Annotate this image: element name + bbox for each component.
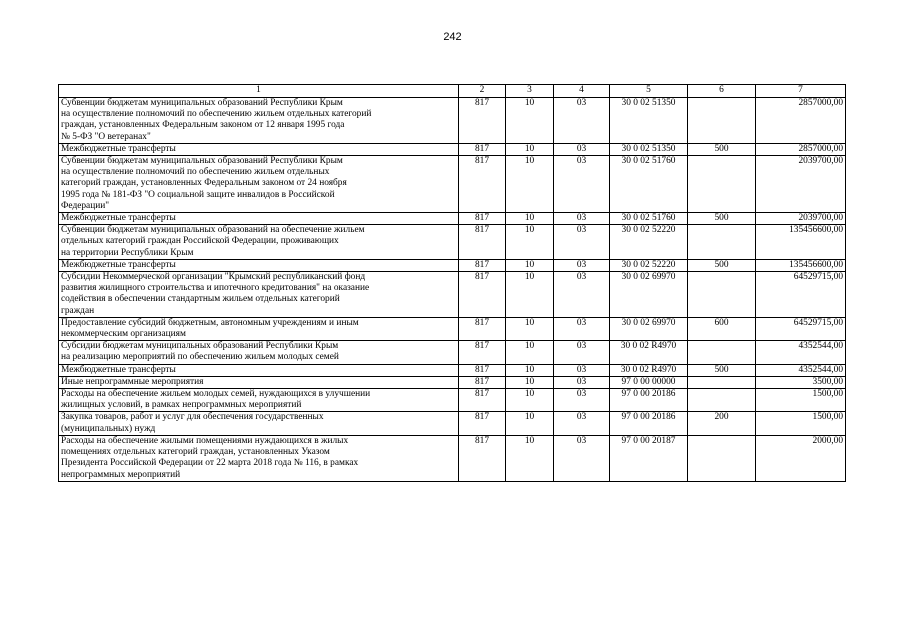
table-row [59,412,846,435]
row-vedomstvo-code: 817 [459,98,506,144]
table-row [59,364,846,376]
row-section-code: 10 [506,272,554,318]
row-amount: 2000,00 [756,435,846,481]
row-target-article-code: 97 0 00 20187 [610,435,688,481]
table-row [59,272,846,318]
row-target-article-code: 97 0 00 20186 [610,412,688,435]
row-section-code: 10 [506,364,554,376]
row-vedomstvo-code: 817 [459,341,506,364]
table-row [59,156,846,213]
row-expense-type-code [688,225,756,260]
header-cell: 5 [610,85,688,98]
row-name: Межбюджетные трансферты [59,143,459,155]
row-expense-type-code [688,98,756,144]
table-row [59,376,846,388]
row-subsection-code: 03 [554,376,610,388]
row-name: Расходы на обеспечение жильем молодых семей, нуждающихся в улучшении жилищных условий, в рамках непрограммных мероприятий [59,389,459,412]
header-cell: 7 [756,85,846,98]
row-amount: 2857000,00 [756,143,846,155]
row-section-code: 10 [506,317,554,340]
row-amount: 2039700,00 [756,213,846,225]
row-section-code: 10 [506,341,554,364]
row-amount: 1500,00 [756,412,846,435]
row-expense-type-code [688,156,756,213]
row-vedomstvo-code: 817 [459,259,506,271]
row-target-article-code: 30 0 02 51760 [610,156,688,213]
table-row [59,213,846,225]
page-number: 242 [443,31,462,43]
row-section-code: 10 [506,389,554,412]
row-expense-type-code [688,272,756,318]
table-row [59,143,846,155]
row-subsection-code: 03 [554,225,610,260]
table-row [59,317,846,340]
row-section-code: 10 [506,435,554,481]
row-target-article-code: 97 0 00 00000 [610,376,688,388]
row-target-article-code: 30 0 02 51350 [610,143,688,155]
table-header-row [59,85,846,98]
row-vedomstvo-code: 817 [459,412,506,435]
row-section-code: 10 [506,225,554,260]
row-vedomstvo-code: 817 [459,364,506,376]
row-expense-type-code [688,389,756,412]
table-row [59,259,846,271]
row-target-article-code: 30 0 02 52220 [610,259,688,271]
row-subsection-code: 03 [554,213,610,225]
row-expense-type-code [688,341,756,364]
row-section-code: 10 [506,376,554,388]
row-amount: 2857000,00 [756,98,846,144]
row-amount: 4352544,00 [756,364,846,376]
row-name: Расходы на обеспечение жилыми помещениями нуждающихся в жилых помещениях отдельных категорий граждан, установленных Указом Президента Российской Федерации от 22 марта 2018 года № 116, в рамках непрограммных мероприятий [59,435,459,481]
row-expense-type-code: 200 [688,412,756,435]
row-section-code: 10 [506,259,554,271]
row-amount: 64529715,00 [756,272,846,318]
row-subsection-code: 03 [554,143,610,155]
table-row [59,435,846,481]
row-target-article-code: 30 0 02 69970 [610,317,688,340]
row-expense-type-code: 500 [688,259,756,271]
row-name: Субвенции бюджетам муниципальных образований Республики Крым на осуществление полномочий по обеспечению жильем отдельных категорий граждан, установленных Федеральным законом от 24 ноября 1995 года № 181-ФЗ "О социальной защите инвалидов в Российской Федерации" [59,156,459,213]
row-name: Субсидии Некоммерческой организации "Крымский республиканский фонд развития жилищного строительства и ипотечного кредитования" на оказание содействия в обеспечении стандартным жильем отдельных категорий граждан [59,272,459,318]
row-vedomstvo-code: 817 [459,272,506,318]
row-vedomstvo-code: 817 [459,317,506,340]
row-name: Межбюджетные трансферты [59,259,459,271]
row-name: Субсидии бюджетам муниципальных образований Республики Крым на реализацию мероприятий по обеспечению жильем молодых семей [59,341,459,364]
row-vedomstvo-code: 817 [459,389,506,412]
budget-table [58,84,846,482]
row-section-code: 10 [506,98,554,144]
row-subsection-code: 03 [554,259,610,271]
row-expense-type-code [688,435,756,481]
row-subsection-code: 03 [554,389,610,412]
row-amount: 64529715,00 [756,317,846,340]
row-expense-type-code: 500 [688,213,756,225]
row-amount: 2039700,00 [756,156,846,213]
row-name: Предоставление субсидий бюджетным, автономным учреждениям и иным некоммерческим организациям [59,317,459,340]
row-subsection-code: 03 [554,272,610,318]
row-expense-type-code: 600 [688,317,756,340]
row-vedomstvo-code: 817 [459,376,506,388]
row-name: Иные непрограммные мероприятия [59,376,459,388]
row-target-article-code: 30 0 02 R4970 [610,341,688,364]
row-amount: 4352544,00 [756,341,846,364]
row-name: Субвенции бюджетам муниципальных образований на обеспечение жильем отдельных категорий граждан Российской Федерации, проживающих на территории Республики Крым [59,225,459,260]
header-cell: 3 [506,85,554,98]
row-expense-type-code [688,376,756,388]
table-row [59,389,846,412]
row-name: Межбюджетные трансферты [59,213,459,225]
header-cell: 2 [459,85,506,98]
table-row [59,225,846,260]
row-target-article-code: 30 0 02 R4970 [610,364,688,376]
row-vedomstvo-code: 817 [459,156,506,213]
row-target-article-code: 30 0 02 52220 [610,225,688,260]
row-subsection-code: 03 [554,317,610,340]
row-vedomstvo-code: 817 [459,225,506,260]
row-subsection-code: 03 [554,156,610,213]
row-section-code: 10 [506,143,554,155]
row-target-article-code: 30 0 02 69970 [610,272,688,318]
table-row [59,98,846,144]
row-subsection-code: 03 [554,364,610,376]
row-amount: 135456600,00 [756,259,846,271]
row-vedomstvo-code: 817 [459,213,506,225]
row-subsection-code: 03 [554,435,610,481]
row-name: Закупка товаров, работ и услуг для обеспечения государственных (муниципальных) нужд [59,412,459,435]
header-cell: 1 [59,85,459,98]
header-cell: 6 [688,85,756,98]
row-subsection-code: 03 [554,98,610,144]
row-amount: 1500,00 [756,389,846,412]
header-cell: 4 [554,85,610,98]
row-section-code: 10 [506,156,554,213]
row-target-article-code: 97 0 00 20186 [610,389,688,412]
row-name: Субвенции бюджетам муниципальных образований Республики Крым на осуществление полномочий по обеспечению жильем отдельных категорий граждан, установленных Федеральным законом от 12 января 1995 года № 5-ФЗ "О ветеранах" [59,98,459,144]
row-target-article-code: 30 0 02 51350 [610,98,688,144]
row-section-code: 10 [506,213,554,225]
row-subsection-code: 03 [554,412,610,435]
row-name: Межбюджетные трансферты [59,364,459,376]
row-expense-type-code: 500 [688,364,756,376]
row-target-article-code: 30 0 02 51760 [610,213,688,225]
row-amount: 3500,00 [756,376,846,388]
row-vedomstvo-code: 817 [459,435,506,481]
row-expense-type-code: 500 [688,143,756,155]
table-body [59,98,846,482]
row-subsection-code: 03 [554,341,610,364]
row-amount: 135456600,00 [756,225,846,260]
row-section-code: 10 [506,412,554,435]
table-row [59,341,846,364]
row-vedomstvo-code: 817 [459,143,506,155]
